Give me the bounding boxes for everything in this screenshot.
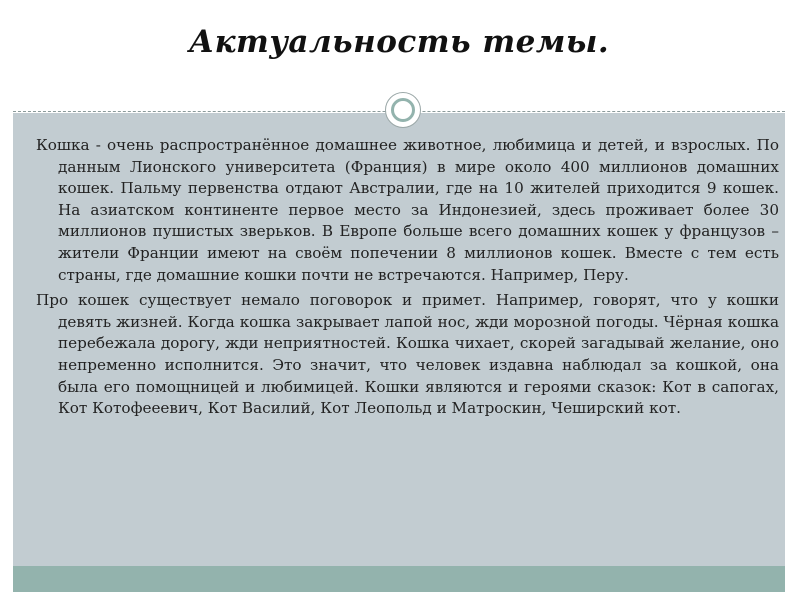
paragraph-cat-statistics: Кошка - очень распространённое домашнее животное, любимица и детей, и взрослых. По данным Лионского университета (Франция) в мире около 400 миллионов домашних кошек. Пальму первенства отдают Австралии, где на 10 жителей приходится 9 кошек. На азиатском континенте первое место за Индонезией, здесь проживает более 30 миллионов пушистых зверьков. В Европе больше всего домашних кошек у французов – жители Франции имеют на своём попечении 8 миллионов кошек. Вместе с тем есть страны, где домашние кошки почти не встречаются. Например, Перу. <box>36 136 779 284</box>
slide-frame <box>13 10 785 592</box>
paragraph-cat-sayings: Про кошек существует немало поговорок и примет. Например, говорят, что у кошки девять жизней. Когда кошка закрывает лапой нос, жди морозной погоды. Чёрная кошка перебежала дорогу, жди неприятностей. Кошка чихает, скорей загадывай желание, оно непременно исполнится. Это значит, что человек издавна наблюдал за кошкой, она была его помощницей и любимицей. Кошки являются и героями сказок: Кот в сапогах, Кот Котофееевич, Кот Василий, Кот Леопольд и Матроскин, Чеширский кот. <box>36 291 779 418</box>
circle-ornament-icon <box>385 92 421 128</box>
slide-title: Актуальность темы. <box>188 24 610 60</box>
circle-ornament-ring <box>391 98 415 122</box>
slide-body-text <box>36 135 779 424</box>
bottom-accent-bar <box>13 566 785 592</box>
